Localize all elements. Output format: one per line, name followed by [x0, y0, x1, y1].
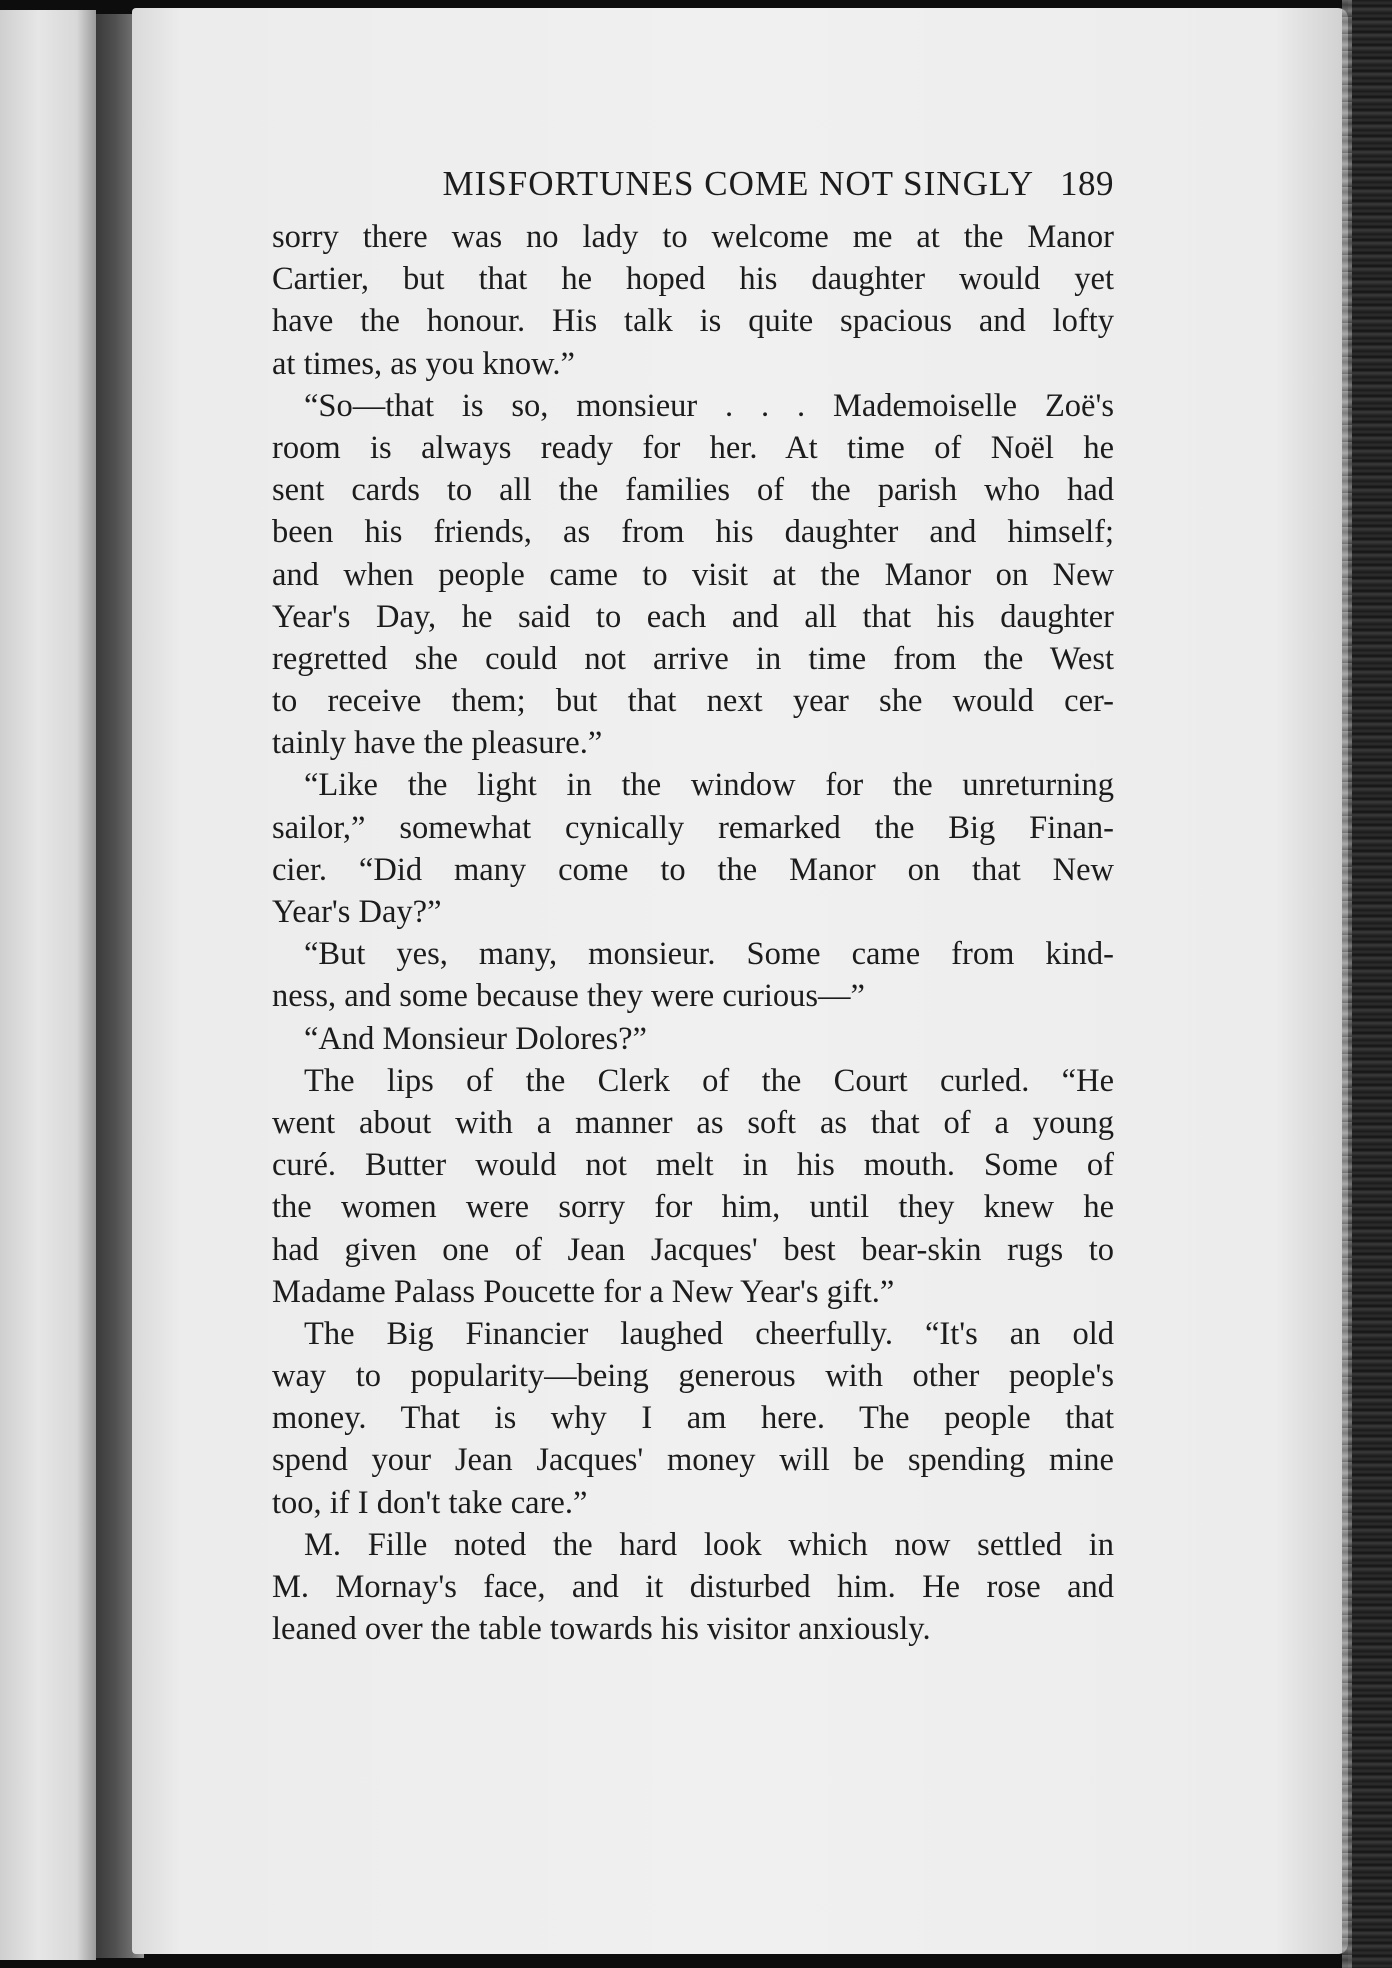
text-line: had given one of Jean Jacques' best bear-skin rugs to	[272, 1231, 1114, 1268]
text-line: to receive them; but that next year she would cer-	[272, 683, 1114, 720]
text-line: M. Fille noted the hard look which now settled in	[304, 1526, 1114, 1563]
text-line: The Big Financier laughed cheerfully. “It's an old	[304, 1315, 1114, 1352]
text-line: cier. “Did many come to the Manor on that New	[272, 851, 1114, 888]
page-text	[272, 152, 1114, 1650]
text-line: “Like the light in the window for the unreturning	[304, 767, 1114, 804]
text-line: tainly have the pleasure.”	[272, 725, 603, 762]
left-page-edge	[0, 10, 96, 1960]
text-line: the women were sorry for him, until they knew he	[272, 1189, 1114, 1226]
text-line: sent cards to all the families of the parish who had	[272, 472, 1114, 509]
text-line: Madame Palass Poucette for a New Year's gift.”	[272, 1273, 895, 1310]
running-head	[272, 152, 1114, 216]
text-line: leaned over the table towards his visitor anxiously.	[272, 1611, 931, 1648]
text-line: sailor,” somewhat cynically remarked the Big Finan-	[272, 809, 1114, 846]
text-line: way to popularity—being generous with other people's	[272, 1358, 1114, 1395]
page-stack-edge	[1348, 0, 1392, 1968]
text-line: curé. Butter would not melt in his mouth. Some of	[272, 1147, 1114, 1184]
text-line: went about with a manner as soft as that of a young	[272, 1104, 1114, 1141]
text-line: too, if I don't take care.”	[272, 1484, 588, 1521]
text-line: Year's Day, he said to each and all that his daughter	[272, 598, 1114, 635]
text-line: Cartier, but that he hoped his daughter would yet	[272, 261, 1114, 298]
text-line: have the honour. His talk is quite spacious and lofty	[272, 303, 1114, 340]
text-line: and when people came to visit at the Manor on New	[272, 556, 1114, 593]
text-line: regretted she could not arrive in time from the West	[272, 640, 1114, 677]
text-line: money. That is why I am here. The people that	[272, 1400, 1114, 1437]
running-head-title: MISFORTUNES COME NOT SINGLY	[442, 164, 1034, 203]
text-line: at times, as you know.”	[272, 345, 575, 382]
text-line: “And Monsieur Dolores?”	[304, 1020, 647, 1057]
text-line: been his friends, as from his daughter and himself;	[272, 514, 1114, 551]
text-line: “But yes, many, monsieur. Some came from kind-	[304, 936, 1114, 973]
text-line: sorry there was no lady to welcome me at the Manor	[272, 219, 1114, 255]
text-line: M. Mornay's face, and it disturbed him. He rose and	[272, 1569, 1114, 1605]
text-line: spend your Jean Jacques' money will be spending mine	[272, 1442, 1114, 1479]
text-line: “So—that is so, monsieur . . . Mademoiselle Zoë's	[304, 387, 1114, 424]
text-line: The lips of the Clerk of the Court curled. “He	[304, 1062, 1114, 1099]
page-number: 189	[1060, 164, 1114, 203]
text-line: ness, and some because they were curious—”	[272, 978, 865, 1015]
text-line: room is always ready for her. At time of Noël he	[272, 429, 1114, 466]
text-line: Year's Day?”	[272, 894, 442, 930]
